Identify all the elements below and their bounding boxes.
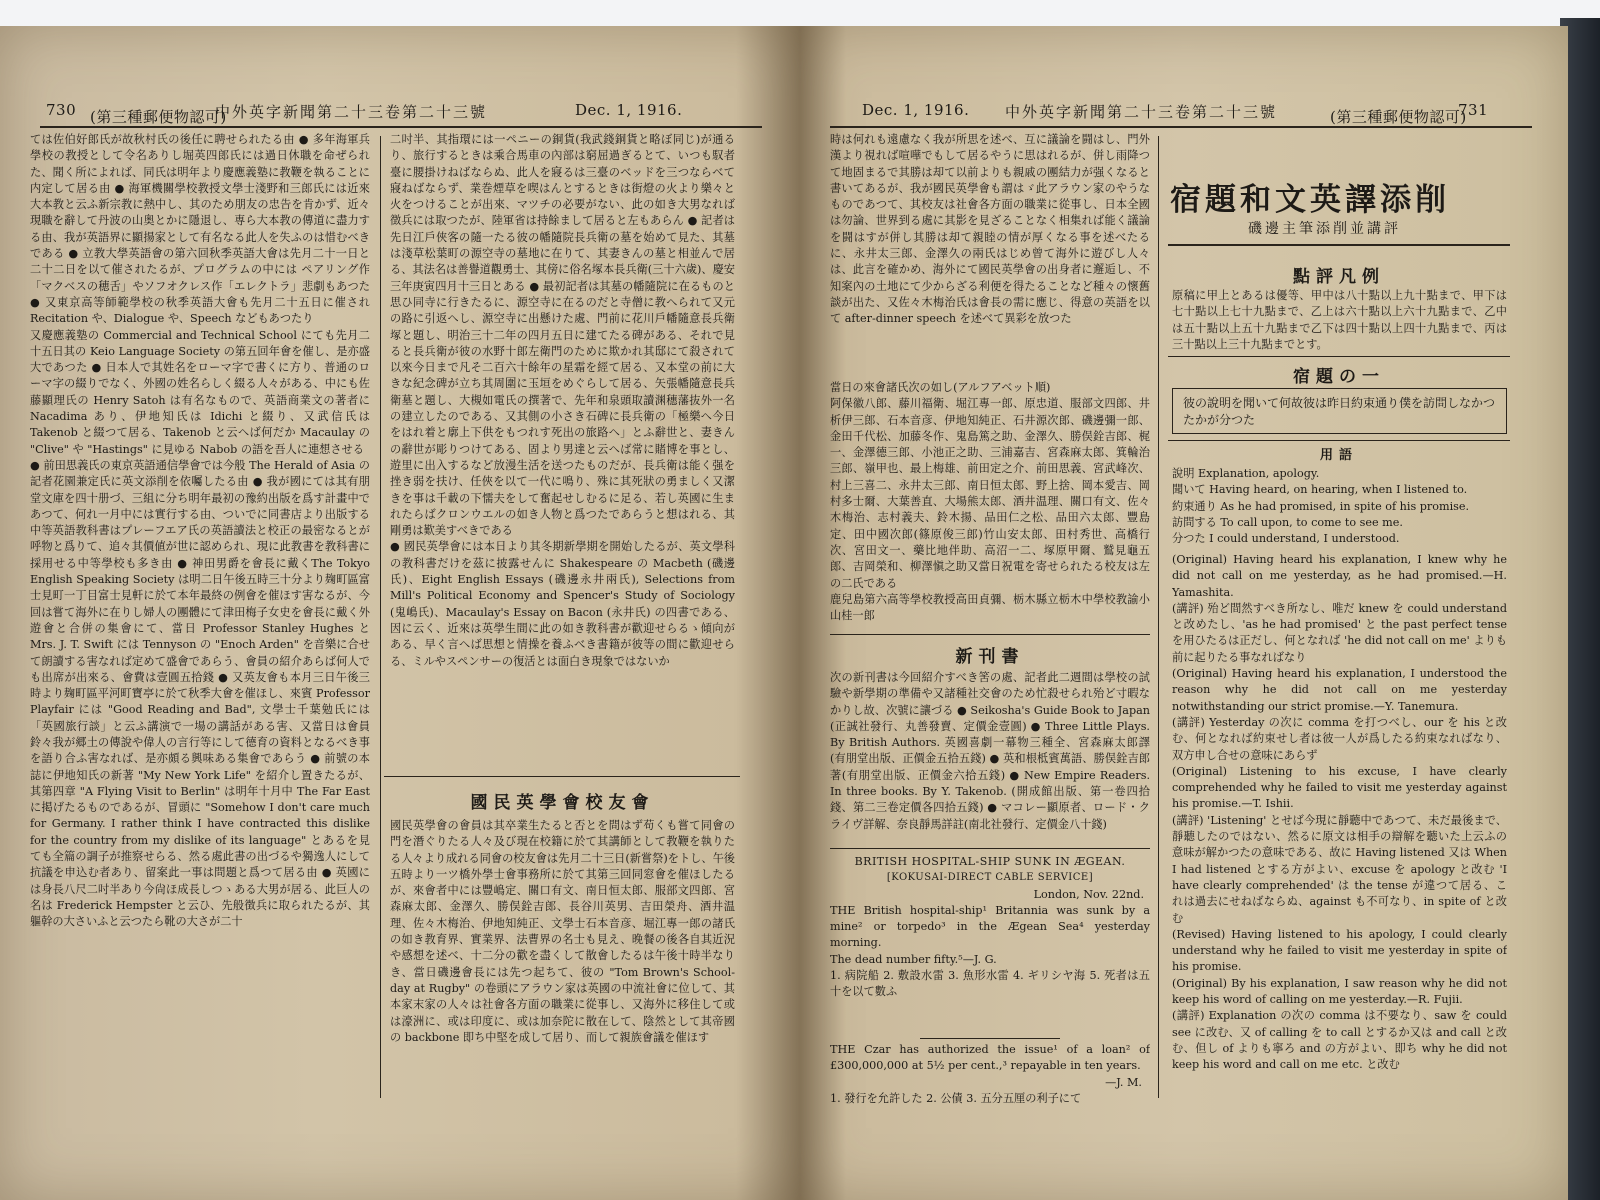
attendees-list: 阿保徽八郎、藤川福衛、堀江專一郎、原忠道、服部文四郎、井析伊三郎、石本音彦、伊地知純正、石井源次郎、磯邊彌一郎、金田千代松、加藤冬作、鬼島篤之助、金澤久、勝俣銓吉郎、梶一、金澤德三郎、小池正之助、三浦嘉吉、宮森麻太郎、箕輪治三郎、嶺甲也、最上梅雄、前田定之介、前田思義、宮武峰次、村上三喜二、永井太三郎、南日恒太郎、野上捨、岡本愛吉、岡村多士爾、大葉善直、大場熊太郎、酒井温理、關口有文、佐々木梅治、志村義夫、鈴木揚、品田仁之松、品田六太郎、豐島定、田中國次郎(篠原俊三郎)竹山安太郎、田村秀世、高橋行次、宮田文一、藥比地伴助、高沼一二、塚原甲爾、鷲見龜五郎、吉岡榮和、柳澤愼之助又當日祝電を寄せられたる校友は左の二氏である	[830, 397, 1150, 590]
critique-entry: (Revised) Having listened to his apology, I could clearly understand why he failed to visit me yesterday in spite of his promise.	[1172, 927, 1507, 974]
attendees-intro: 當日の來會諸氏次の如し(アルフアベット順)	[830, 381, 1051, 394]
left-page	[0, 26, 800, 1200]
right-page-number: 731	[1458, 101, 1489, 119]
vocab-row	[1172, 466, 1507, 482]
left-column-1	[30, 132, 370, 1100]
vocab-jp: 分つた	[1172, 532, 1206, 546]
news-top-rule	[830, 848, 1150, 849]
critique-entry: (講評) Explanation の次の comma は不要なり、saw を could see に改む、又 of calling を to call とするか又は and call と改む、但し of よりも寧ろ and の方がよい、即ち why he did not keep his word and call on me etc. と改む	[1172, 1009, 1507, 1072]
alumni-meeting-body: 國民英學會の會員は其卒業生たると否とを問はず苟くも嘗て同會の門を潛ぐりたる人々及び現在校籍に於て其講師として教鞭を執りたる人々より成れる同會の校友會は先月二十三日(新嘗祭)をトし、午後五時より一ツ橋外學士會事務所に於て其第三回同窓會を催ほしたるが、來會者中には豐嶋定、關口有文、南日恒太郎、服部文四郎、宮森麻太郎、金澤久、勝俣銓吉郎、長谷川英男、吉田榮舟、酒井温理、佐々木梅治、伊地知純正、文學士石本音彦、堀江專一郎の諸氏の如き教育界、實業界、法曹界の名士も見え、晚餐の後各自其近況や感想を述べ、十二分の歡を盡くして散會したるは午後十時半なりき、當日磯邊會長には先つ起ちて、彼の "Tom Brown's School-day at Rugby" の卷頭にアラウン家は英國の中流社會に位して、其本家末家の人々は社會各方面の職業に從事し、又海外に移住して或は濠洲に、或は印度に、或は加奈陀に散在して、陰然として其帝國の backbone 即ち中堅を成して居り、而して親族會議を催ほす	[390, 819, 735, 1044]
hospital-ship-body-2: The dead number fifty.⁵—J. G.	[830, 952, 997, 966]
vocab-jp: 訪問する	[1172, 515, 1217, 529]
alumni-meeting-article	[390, 818, 735, 1100]
critique-entry: (講評) Yesterday の次に comma を打つべし、our を his と改む、何となれば約束せし者は彼一人が爲したる約束なればなり、双方申し合せの意味にあらず	[1172, 715, 1507, 762]
assignment-rule	[1168, 440, 1510, 441]
congratulatory-telegrams: 鹿兒島第六高等學校教授高田貞彌、栃木縣立栃木中學校教諭小山桂一郎	[830, 592, 1150, 623]
alumni-continued-body: 時は何れも遠慮なく我が所思を述べ、互に議論を闘はし、門外漢より視れば喧嘩でもして居るやうに思はれるが、併し雨降つて地固まるで其勝は却て以前よりも親戚の團結力が强くなると書いてあるが、我が國民英學會も謂はゞ此アラウン家のやうなものであつて、其校友は社會各方面の職業に從事し、日本全國は勿論、世界到る處に其影を見ざることなく相集れば能く議論を闘はすが併し其勝は却て親睦の情が厚くなる事を述べたるに、永井太三郎、金澤久の兩氏はじめ曾て海外に遊びし人々は、此言を確かめ、海外にて國民英學會の出身者に邂逅し、不知案內の土地にて少からざる利便を得たることなど種々の懷舊談が出た、又佐々木梅治氏は會長の需に應じ、得意の英語を以て after-dinner speech を述べて異彩を放つた	[830, 133, 1150, 326]
vocab-row	[1172, 515, 1507, 531]
hospital-ship-source: [KOKUSAI-DIRECT CABLE SERVICE]	[886, 872, 1094, 884]
homework-subtitle: 磯邊主筆添削並講評	[1248, 221, 1401, 237]
czar-loan-notes: 1. 發行を允許した 2. 公債 3. 五分五厘の利子にて	[830, 1091, 1082, 1105]
assignment-box: 彼の說明を聞いて何故彼は昨日約束通り僕を訪問しなかつたかが分つた	[1172, 388, 1507, 434]
critique-entry: (Original) Having heard his explanation, I knew why he did not call on me yesterday, as he had promised.—H. Yamashita.	[1172, 553, 1507, 599]
right-column-divider	[1158, 136, 1159, 1098]
left-header-rule	[40, 126, 762, 128]
right-masthead-title: 中外英字新聞第二十三卷第二十三號	[1005, 103, 1278, 121]
left-col2-para-1: 二吋半、其指環には一ペニーの銅貨(我武錢銅貨と略ぼ同じ)が通るり、旅行するときは乘合馬車の內部は窮屈過ぎるとて、いつも馭者臺に腰掛けねばならぬ、此人を寢るは三臺のベッドを三つならべて寢ねばならず、業巻煙草を喫はんとするときは街燈の火より樂々と火をつけることが出來、マツチの必要がない、此の如き大男なれば徴兵には取つたが、陸軍省は持餘まして居ると左もあらん ● 記者は先日江戶俠客の隨一たる彼の幡隨院長兵衛の墓を始めて見た、其墓は淺草松葉町の源空寺の墓地に在りて、其妻きんの墓と相並んで居る、其法名は善譽道觀勇士、其傍に俗名塚本長兵衛(三十六歲)、慶安三年庚寅四月十三日とある ● 最初記者は其墓の幡隨院に在るものと思ひ同寺に行きたるに、源空寺に在るのだと寺僧に教へられて又元の路に引返へし、源空寺に出懸けた處、門前に花川戶幡隨意長兵衛塚と題し、明治三十二年の四月五日に建てたる碑がある、それで見ると長兵衛が彼の水野十郎左衛門のために欺かれ其邸にて殺されて以來今日まで凡そ二百六十餘年の星霜を經て居る、又本堂の前に大きな紀念碑が立ち其周圍に玉垣をめぐらして居る、矢張幡隨意長兵衛墓と題し、大槻如電氏の撰著で、先年和泉頭取讀渊穗藩抜外一名の建立したのである、又其側の小さき石碑に長兵衛の「極樂へ今日をはれ着と廓上下供をもつれす死出の旅路へ」とふ辭世と、妻きんの辭世が彫りつけてある、固より男達と云へば常に賭博を事とし、遊里に出入するなど放漫生活を送つたものだが、長兵衛は能く强を挫き弱を扶け、任俠を以て一代に鳴り、殊に其死狀の勇ましく又潔きを事は千載の下懦夫をして奮起せしむるに足る、若し英國に生まれたらばクロンウエルの如き人物と爲つたであらうと想はれる、其剛勇は歎美すべきである	[390, 133, 735, 538]
homework-title-rule	[1168, 244, 1510, 246]
left-page-number: 730	[46, 101, 77, 119]
vocab-en: Explanation, apology.	[1197, 467, 1320, 480]
left-col1-para-1: ては佐伯好郎氏が故秋村氏の後任に聘せられたる由 ● 多年海軍兵學校の教授として令名ありし堀英四郎氏には過日休職を命ぜられた、聞く所によれば、同氏は明年より慶應義塾に教鞭を執ることに内定して居る由 ● 海軍機關學校教授文學士淺野和三郎氏には近來大本教と云ふ新宗教に熱中し、其のため朋友の忠告を肯かず、近々現職を辭して丹波の山奥とかに隱退し、専ら大本教の傳道に盡力する由、我が英語界に顯揚家として有名なる此人を失ふのは惜むべきである ● 立教大學英語會の第六回秋季英語大會は先月二十一日と二十二日を以て催されたるが、プログラムの中には ペアリング作「マクベスの穂舌」やソフオクレス作「エレクトラ」悲劇もあつた ● 又東京高等師範學校の秋季英語大會も先月二十五日に催されRecitation や、Dialogue や、Speech などもあつたり	[30, 133, 370, 326]
new-books-heading: 新刊書	[955, 647, 1025, 667]
vocab-row	[1172, 499, 1507, 515]
criteria-rule	[1168, 356, 1510, 357]
critique-entry: (Original) Listening to his excuse, I have clearly comprehended why he failed to visit me yesterday against his promise.—T. Ishii.	[1172, 764, 1507, 811]
left-col2-para-2: ● 國民英學會には本日より其冬期新學期を開始したるが、英文學科の教科書だけを茲に披露せんに Shakespeare の Macbeth (磯邊氏)、Eight English Essays (磯邊永井兩氏), Selections from Mill's Political Economy and Spencer's Study of Sociology (鬼嶋氏)、Macaulay's Essay on Bacon (永井氏) の四書である、因に云く、近來は英學生間に此の如き教科書が歡迎せらるゝ傾向がある、早く言へば思想と情操を養ふべき書籍が彼等の間に歡迎せらる、ミルやスペンサーの復活とは面白き現象ではないか	[390, 540, 735, 668]
alumni-meeting-continued	[830, 132, 1150, 378]
left-col1-para-3: ● 前田思義氏の東京英語通信學會では今般 The Herald of Asia の記者花園兼定氏に英文添削を依囑したる由 ● 我が國にては其有朋堂文庫を四十册づ、三組に分ち明年最初の豫約出版を爲す計畫中であつて、何れ一月中には實行する由、ついでに同書店より出版する中等英語教科書はプレーフエア氏の英語讀法と校正の最密なるとが呼物と爲りて、追々其價値が世に認められ、現に此教書を教科書に採用せる中等學校も多き由 ● 神田男爵を會長に戴くThe Tokyo English Speaking Society は明二日午後五時三十分より麹町區富士見町一丁目富士見軒に於て本年最終の例會を催ほす害なるが、今回は嘗て海外に在りし婦人の團體にて津田梅子女史を會長に戴く外遊會と合併の集會にて、當日 Professor Stanley Hughes と Mrs. J. T. Swift には Tennyson の "Enoch Arden" を音樂に合せて朗讀する害なれば定めて盛會であらう、會員の紹介あらば何人でも出席が出來る、會費は壹圓五拾錢 ● 又英友會も本月三日午後三時より麹町區平河町寶亭に於て秋季大會を催ほし、來賓 Professor Playfair には "Good Reading and Bad", 文學士千葉勉氏には「英國旅行談」と云ふ講演で一場の講話がある害、又當日は會員鈴々我が郷土の傳說や偉人の言行等にして德育の資料となるべき事を語り合ふ害なれば、是亦頗る興味ある集會であらう ● 前號の本誌に伊地知氏の新著 "My New York Life" を紹介し置きたるが、其第四章 "A Flying Visit to Berlin" は明年十月中 The Far East に掲げたるものであるが、冒頭に "Somehow I don't care much for Germany. I rather think I have contracted this dislike for the country from my dislike of its language" とあるを見ても全篇の調子が推察せらる、然る處此書の出づるや獨逸人にして抗議を申込む者あり、留案此一事は問題と爲つて居る由 ● 英國には身長八尺二吋半あり今尙ほ成長しつゝある大男が居る、此巨人の名は Frederick Hempster と云ひ、先般徴兵に取られたるが、其軀幹の大さいふと云つたら靴の大さが二十	[30, 458, 370, 929]
hospital-ship-body: THE British hospital-ship¹ Britannia was sunk by a mine² or torpedo³ in the Ægean Sea⁴ yesterday morning.	[830, 903, 1150, 950]
hospital-ship-headline: BRITISH HOSPITAL-SHIP SUNK IN ÆGEAN.	[854, 855, 1126, 868]
left-col1-para-2: 又慶應義塾の Commercial and Technical School にても先月二十五日其の Keio Language Society の第五回年會を催し、是亦盛大であつた ● 日本人で其姓名をローマ字で書くに方り、普通のローマ字の綴りでなく、外國の姓名らしく綴る人々がある、中にも佐藤顯理氏の Henry Satoh は有名なもので、英語商業文の著者に Nacadima あり、伊地知氏は Idichi と綴り、又武信氏は Takenob と綴つて居る、Takenob と云へば何だか Macaulay の "Clive" や "Hastings" に見ゆる Nabob の語を吾人に連想させる	[30, 328, 370, 456]
hospital-ship-dateline: London, Nov. 22nd.	[1033, 887, 1144, 901]
vocab-row	[1172, 482, 1507, 498]
right-header-date: Dec. 1, 1916.	[862, 101, 970, 119]
news-separator	[920, 1038, 1060, 1039]
critiques	[1172, 552, 1507, 1122]
left-section-rule	[384, 776, 740, 777]
left-column-divider	[380, 136, 381, 1098]
critique-entry: (講評) 殆ど間然すべき所なし、唯だ knew を could understand と改めたし、'as he had promised' と the past perfect tense を用ひたるは正だし、何となれば 'he did not call on me' よりも前に起りたる事なればなり	[1172, 601, 1507, 664]
vocab-en: I could understand, I understood.	[1209, 532, 1400, 546]
vocabulary-list	[1172, 466, 1507, 550]
homework-title: 宿題和文英譯添削	[1170, 182, 1450, 218]
new-books-article	[830, 670, 1150, 846]
critique-entry: (講評) 'Listening' とせば今現に靜聽中であつて、未だ最後まで、靜聽したのではない、然るに原文は相手の辯解を聽いた上云ふの意味が解かつたの意味である、故に Having listened 又は When I had listened とする方がよい、excuse を apology と改む 'I have clearly comprehended' は the tense が違つて居る、これは過去にせねばならぬ、against も不可なり、in spite of と改む	[1172, 813, 1507, 925]
grading-criteria-heading: 點評凡例	[1293, 267, 1385, 287]
new-books-top-rule	[830, 634, 1150, 635]
left-permit-notice: (第三種郵便物認可)	[90, 108, 227, 126]
grading-criteria	[1172, 288, 1507, 354]
vocab-en: Having heard, on hearing, when I listened to.	[1209, 483, 1468, 497]
new-books-body: 次の新刊書は今回紹介すべき筈の處、記者此二週間は學校の試驗や新學期の準備や又諸種社交會のため忙殺せられ殆ど寸暇なかりし故、次號に讓づる ● Seikosha's Guide Book to Japan (正誠社發行、丸善發賣、定價金壹圓) ● Three Little Plays. By British Authors. 英國喜劇一幕物三種全、宮森麻太郎譯 (有朋堂出版、正價金五拾五錢) ● 英和根柢賓萬語、勝俣銓吉郎著(有朋堂出版、正價金六拾五錢) ● New Empire Readers. In three books. By Y. Takenob. (開成館出版、第一卷四拾錢、第二三卷定價各四拾五錢) ● マコレー顯原者、ロード・クライヴ詳解、奈良靜馬詳註(南北社發行、定價金八十錢)	[830, 671, 1150, 831]
critique-entry: (Original) Having heard his explanation, I understood the reason why he did not call on me yesterday notwithstanding our strict promise.—Y. Tanemura.	[1172, 667, 1507, 713]
right-permit-notice: (第三種郵便物認可)	[1330, 108, 1467, 126]
alumni-meeting-heading: 國民英學會校友會	[470, 793, 655, 813]
critique-entry: (Original) By his explanation, I saw reason why he did not keep his word of calling on me yesterday.—R. Fujii.	[1172, 976, 1507, 1007]
assignment-heading: 宿題の一	[1293, 367, 1385, 387]
vocab-jp: 說明	[1172, 467, 1195, 480]
czar-loan-sign: —J. M.	[1105, 1075, 1142, 1089]
vocab-en: To call upon, to come to see me.	[1220, 515, 1403, 529]
czar-loan-body: THE Czar has authorized the issue¹ of a loan² of £300,000,000 at 5½ per cent.,³ repayable in ten years.	[830, 1043, 1150, 1073]
left-column-2-top	[390, 132, 735, 772]
hospital-ship-notes: 1. 病院船 2. 敷設水雷 3. 魚形水雷 4. ギリシヤ海 5. 死者は五十を以て數ふ	[830, 969, 1150, 999]
grading-criteria-body: 原稿に甲上とあるは優等、甲中は八十點以上九十點まで、甲下は七十點以上七十九點まで、乙上は六十點以上六十九點まで、乙中は五十點以上五十九點まで乙下は四十點以上四十九點まで、丙は三十點以上三十九點までとす。	[1172, 289, 1507, 351]
czar-loan-news	[830, 1042, 1150, 1126]
vocabulary-heading: 用語	[1319, 448, 1358, 463]
hospital-ship-news	[830, 854, 1150, 1040]
vocab-jp: 約束通り	[1172, 499, 1217, 513]
right-page	[800, 26, 1568, 1200]
left-masthead-title: 中外英字新聞第二十三卷第二十三號	[215, 103, 488, 121]
attendees-block	[830, 380, 1150, 642]
right-header-rule	[830, 126, 1532, 128]
vocab-jp: 聞いて	[1172, 483, 1206, 497]
vocab-row	[1172, 531, 1507, 547]
vocab-en: As he had promised, in spite of his promise.	[1220, 499, 1470, 513]
left-header-date: Dec. 1, 1916.	[575, 101, 683, 119]
